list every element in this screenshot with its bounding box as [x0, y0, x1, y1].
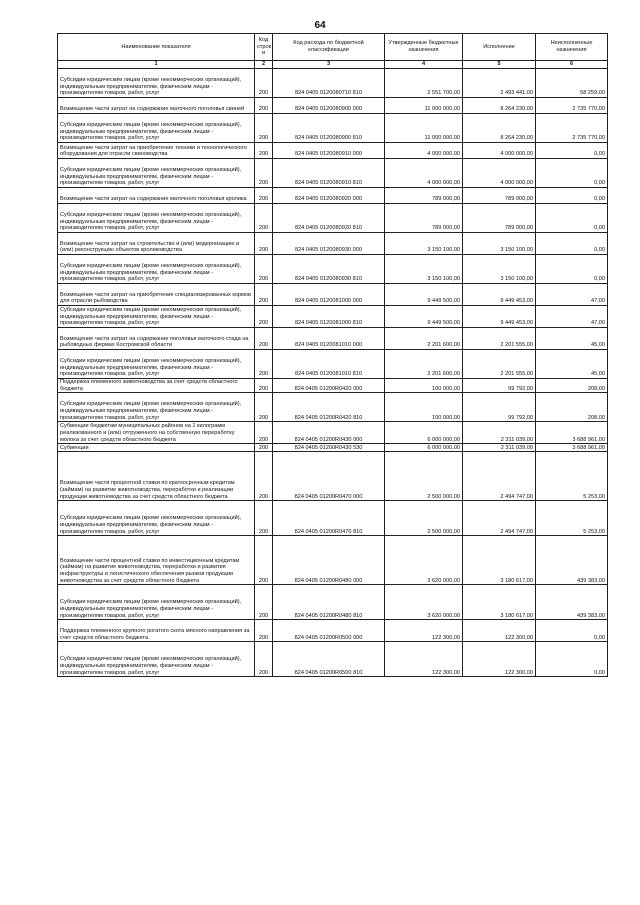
table-row	[58, 255, 608, 284]
cell-unexecuted: 208,00	[536, 393, 608, 422]
cell-name: Субсидии юридическим лицам (кроме некоммерческих организаций), индивидуальным предпринимателям, физическим лицам - производителям товаров, работ, услуг	[58, 159, 255, 188]
cell-executed: 3 180 617,00	[463, 536, 536, 585]
table-row	[58, 620, 608, 642]
cell-unexecuted: 47,00	[536, 284, 608, 306]
cell-budget-code: 824 0405 0120081010 810	[273, 350, 385, 379]
cell-unexecuted: 0,00	[536, 143, 608, 159]
table-row	[58, 143, 608, 159]
cell-name: Возмещение части затрат на содержание поголовья маточного стада на рыбоводных фермах Костромской области	[58, 328, 255, 350]
header-executed: Исполнение	[463, 34, 536, 61]
cell-name: Субсидии юридическим лицам (кроме некоммерческих организаций), индивидуальным предпринимателям, физическим лицам - производителям товаров, работ, услуг	[58, 114, 255, 143]
cell-approved: 100 000,00	[385, 379, 463, 393]
header-name: Наименование показателя	[58, 34, 255, 61]
cell-executed: 2 311 039,00	[463, 422, 536, 444]
cell-approved: 4 000 000,00	[385, 159, 463, 188]
cell-unexecuted: 3 688 961,00	[536, 422, 608, 444]
cell-executed: 3 180 617,00	[463, 585, 536, 620]
cell-name: Субсидии юридическим лицам (кроме некоммерческих организаций), индивидуальным предпринимателям, физическим лицам - производителям товаров, работ, услуг	[58, 306, 255, 328]
cell-budget-code: 824 0405 0120080930 810	[273, 255, 385, 284]
column-number: 6	[536, 61, 608, 69]
cell-unexecuted: 0,00	[536, 204, 608, 233]
cell-name: Поддержка племенного крупного рогатого скота мясного направления за счет средств областного бюджета	[58, 620, 255, 642]
cell-name: Субсидии юридическим лицам (кроме некоммерческих организаций), индивидуальным предпринимателям, физическим лицам - производителям товаров, работ, услуг	[58, 204, 255, 233]
table-row	[58, 98, 608, 114]
cell-executed: 9 449 453,00	[463, 306, 536, 328]
cell-line-code: 200	[255, 284, 273, 306]
header-unexecuted: Неисполненные назначения	[536, 34, 608, 61]
cell-budget-code: 824 0405 0120081010 000	[273, 328, 385, 350]
cell-line-code: 200	[255, 422, 273, 444]
cell-unexecuted: 45,00	[536, 328, 608, 350]
cell-line-code: 200	[255, 642, 273, 677]
table-row	[58, 536, 608, 585]
table-row	[58, 204, 608, 233]
table-body	[58, 69, 608, 677]
cell-executed: 4 000 000,00	[463, 143, 536, 159]
cell-unexecuted: 0,00	[536, 188, 608, 204]
cell-budget-code: 824 0405 01200R0470 000	[273, 452, 385, 501]
cell-name: Субсидии юридическим лицам (кроме некоммерческих организаций), индивидуальным предпринимателям, физическим лицам - производителям товаров, работ, услуг	[58, 585, 255, 620]
cell-executed: 9 449 453,00	[463, 284, 536, 306]
table-row	[58, 444, 608, 452]
cell-unexecuted: 0,00	[536, 255, 608, 284]
header-approved: Утвержденные бюджетные назначения	[385, 34, 463, 61]
cell-approved: 3 150 100,00	[385, 233, 463, 255]
cell-executed: 3 150 100,00	[463, 255, 536, 284]
cell-approved: 2 201 600,00	[385, 328, 463, 350]
cell-unexecuted: 0,00	[536, 642, 608, 677]
cell-name: Субсидии юридическим лицам (кроме некоммерческих организаций), индивидуальным предпринимателям, физическим лицам - производителям товаров, работ, услуг	[58, 69, 255, 98]
table-row	[58, 306, 608, 328]
cell-line-code: 200	[255, 204, 273, 233]
cell-unexecuted: 3 688 961,00	[536, 444, 608, 452]
cell-approved: 3 620 000,00	[385, 585, 463, 620]
cell-executed: 4 000 000,00	[463, 159, 536, 188]
cell-budget-code: 824 0405 0120080910 810	[273, 159, 385, 188]
table-row	[58, 501, 608, 536]
cell-approved: 789 000,00	[385, 204, 463, 233]
cell-name: Возмещение части процентной ставки по инвестиционным кредитам (займам) на развитие животноводства, переработки и развития инфраструктуры и логистического обеспечения рынков продукции животноводства за счет средств областного бюджета	[58, 536, 255, 585]
cell-approved: 2 500 000,00	[385, 501, 463, 536]
cell-executed: 2 494 747,00	[463, 501, 536, 536]
cell-budget-code: 824 0405 01200R0480 810	[273, 585, 385, 620]
cell-line-code: 200	[255, 501, 273, 536]
cell-name: Субсидии юридическим лицам (кроме некоммерческих организаций), индивидуальным предпринимателям, физическим лицам - производителям товаров, работ, услуг	[58, 501, 255, 536]
cell-name: Возмещение части затрат на содержание маточного поголовья свиней	[58, 98, 255, 114]
cell-name: Возмещение части затрат на приобретение техники и технологического оборудования для отрасли свиноводства	[58, 143, 255, 159]
cell-unexecuted: 5 253,00	[536, 452, 608, 501]
cell-executed: 2 201 555,00	[463, 350, 536, 379]
cell-name: Возмещение части затрат на содержание маточного поголовья кролика	[58, 188, 255, 204]
cell-budget-code: 824 0405 0120081000 000	[273, 284, 385, 306]
column-number: 3	[273, 61, 385, 69]
table-row	[58, 69, 608, 98]
cell-approved: 789 000,00	[385, 188, 463, 204]
cell-line-code: 200	[255, 143, 273, 159]
cell-executed: 2 201 555,00	[463, 328, 536, 350]
budget-execution-table	[57, 33, 608, 677]
cell-executed: 99 792,00	[463, 379, 536, 393]
cell-budget-code: 824 0405 0120080920 000	[273, 188, 385, 204]
cell-line-code: 200	[255, 444, 273, 452]
cell-budget-code: 824 0405 01200R0420 810	[273, 393, 385, 422]
cell-executed: 2 311 039,00	[463, 444, 536, 452]
cell-unexecuted: 2 735 770,00	[536, 98, 608, 114]
cell-unexecuted: 47,00	[536, 306, 608, 328]
cell-approved: 2 201 600,00	[385, 350, 463, 379]
header-row	[58, 34, 608, 61]
cell-executed: 8 264 230,00	[463, 98, 536, 114]
cell-executed: 8 264 230,00	[463, 114, 536, 143]
cell-budget-code: 824 0405 0120080900 810	[273, 114, 385, 143]
cell-unexecuted: 2 735 770,00	[536, 114, 608, 143]
cell-approved: 122 300,00	[385, 642, 463, 677]
cell-name: Возмещение части затрат на приобретение специализированных кормов для отрасли рыбоводства	[58, 284, 255, 306]
cell-name: Субсидии юридическим лицам (кроме некоммерческих организаций), индивидуальным предпринимателям, физическим лицам - производителям товаров, работ, услуг	[58, 642, 255, 677]
cell-approved: 2 500 000,00	[385, 452, 463, 501]
table-row	[58, 585, 608, 620]
cell-line-code: 200	[255, 69, 273, 98]
cell-executed: 99 792,00	[463, 393, 536, 422]
cell-budget-code: 824 0405 0120080710 810	[273, 69, 385, 98]
header-line-code: Код строк и	[255, 34, 273, 61]
cell-executed: 2 494 747,00	[463, 452, 536, 501]
cell-approved: 11 000 000,00	[385, 98, 463, 114]
column-number: 1	[58, 61, 255, 69]
cell-line-code: 200	[255, 114, 273, 143]
cell-unexecuted: 58 259,00	[536, 69, 608, 98]
cell-approved: 11 000 000,00	[385, 114, 463, 143]
cell-unexecuted: 439 383,00	[536, 585, 608, 620]
page-number: 64	[314, 20, 326, 31]
cell-line-code: 200	[255, 233, 273, 255]
cell-approved: 3 150 100,00	[385, 255, 463, 284]
cell-line-code: 200	[255, 255, 273, 284]
cell-line-code: 200	[255, 350, 273, 379]
column-number: 4	[385, 61, 463, 69]
cell-name: Возмещение части затрат на строительство и (или) модернизацию и (или) реконструкцию объектов кролиководства	[58, 233, 255, 255]
cell-executed: 789 000,00	[463, 188, 536, 204]
cell-name: Субвенции	[58, 444, 255, 452]
cell-budget-code: 824 0405 01200R0470 810	[273, 501, 385, 536]
cell-budget-code: 824 0405 01200R0500 810	[273, 642, 385, 677]
table-row	[58, 328, 608, 350]
cell-budget-code: 824 0405 01200R0420 000	[273, 379, 385, 393]
cell-unexecuted: 0,00	[536, 620, 608, 642]
cell-approved: 4 000 000,00	[385, 143, 463, 159]
cell-unexecuted: 45,00	[536, 350, 608, 379]
table-row	[58, 642, 608, 677]
cell-unexecuted: 5 253,00	[536, 501, 608, 536]
cell-executed: 122 300,00	[463, 642, 536, 677]
cell-executed: 2 493 441,00	[463, 69, 536, 98]
cell-unexecuted: 439 383,00	[536, 536, 608, 585]
cell-approved: 6 000 000,00	[385, 444, 463, 452]
cell-line-code: 200	[255, 159, 273, 188]
cell-approved: 9 449 500,00	[385, 284, 463, 306]
table-row	[58, 422, 608, 444]
cell-name: Поддержка племенного животноводства за счет средств областного бюджета	[58, 379, 255, 393]
cell-approved: 3 620 000,00	[385, 536, 463, 585]
table-row	[58, 350, 608, 379]
cell-budget-code: 824 0405 01200R0480 000	[273, 536, 385, 585]
cell-budget-code: 824 0405 0120080900 000	[273, 98, 385, 114]
cell-executed: 122 300,00	[463, 620, 536, 642]
header-budget-code: Код расхода по бюджетной классификации	[273, 34, 385, 61]
column-number: 2	[255, 61, 273, 69]
cell-approved: 9 449 500,00	[385, 306, 463, 328]
table-row	[58, 379, 608, 393]
cell-budget-code: 824 0405 01200R0500 000	[273, 620, 385, 642]
table-row	[58, 114, 608, 143]
cell-name: Возмещение части процентной ставки по краткосрочным кредитам (займам) на развитие животноводства, переработки и реализации продукции животноводства за счет средств областного бюджета	[58, 452, 255, 501]
cell-executed: 789 000,00	[463, 204, 536, 233]
cell-approved: 2 551 700,00	[385, 69, 463, 98]
cell-line-code: 200	[255, 536, 273, 585]
cell-budget-code: 824 0405 0120081000 810	[273, 306, 385, 328]
cell-line-code: 200	[255, 306, 273, 328]
cell-name: Субсидии юридическим лицам (кроме некоммерческих организаций), индивидуальным предпринимателям, физическим лицам - производителям товаров, работ, услуг	[58, 393, 255, 422]
cell-line-code: 200	[255, 379, 273, 393]
cell-line-code: 200	[255, 328, 273, 350]
cell-budget-code: 824 0405 01200R0430 000	[273, 422, 385, 444]
cell-name: Субсидии юридическим лицам (кроме некоммерческих организаций), индивидуальным предпринимателям, физическим лицам - производителям товаров, работ, услуг	[58, 350, 255, 379]
cell-line-code: 200	[255, 188, 273, 204]
table-row	[58, 188, 608, 204]
cell-unexecuted: 0,00	[536, 233, 608, 255]
cell-executed: 3 150 100,00	[463, 233, 536, 255]
table-row	[58, 159, 608, 188]
cell-line-code: 200	[255, 98, 273, 114]
cell-line-code: 200	[255, 620, 273, 642]
table-row	[58, 284, 608, 306]
cell-approved: 6 000 000,00	[385, 422, 463, 444]
cell-approved: 122 300,00	[385, 620, 463, 642]
table-row	[58, 233, 608, 255]
table-row	[58, 393, 608, 422]
cell-approved: 100 000,00	[385, 393, 463, 422]
column-number-row	[58, 61, 608, 69]
cell-unexecuted: 208,00	[536, 379, 608, 393]
cell-budget-code: 824 0405 0120080920 810	[273, 204, 385, 233]
table-row	[58, 452, 608, 501]
cell-budget-code: 824 0405 0120080930 000	[273, 233, 385, 255]
cell-name: Субвенции бюджетам муниципальных районов на 1 килограмм реализованного и (или) отгруженного на собственную переработку молока за счет средств областного бюджета	[58, 422, 255, 444]
cell-line-code: 200	[255, 452, 273, 501]
cell-line-code: 200	[255, 585, 273, 620]
column-number: 5	[463, 61, 536, 69]
cell-line-code: 200	[255, 393, 273, 422]
cell-name: Субсидии юридическим лицам (кроме некоммерческих организаций), индивидуальным предпринимателям, физическим лицам - производителям товаров, работ, услуг	[58, 255, 255, 284]
cell-budget-code: 824 0405 0120080910 000	[273, 143, 385, 159]
cell-budget-code: 824 0405 01200R0430 530	[273, 444, 385, 452]
cell-unexecuted: 0,00	[536, 159, 608, 188]
